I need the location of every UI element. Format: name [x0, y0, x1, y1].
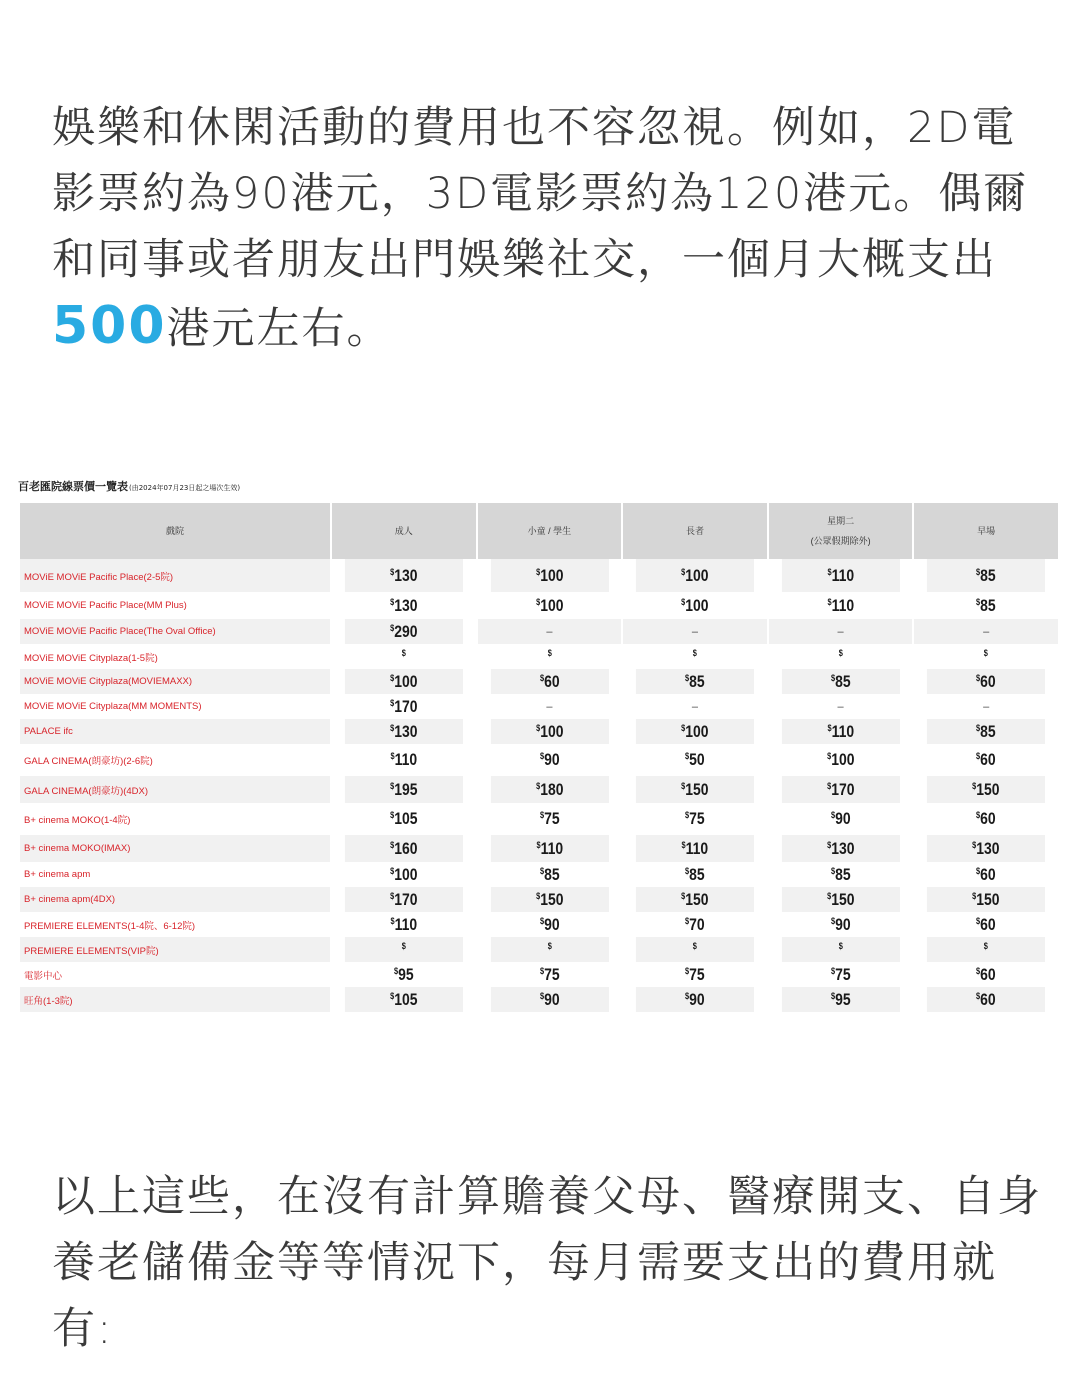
price-value: 100	[685, 595, 709, 615]
price-value: 130	[394, 595, 418, 615]
price-value: 170	[394, 889, 418, 909]
price-adult	[345, 835, 463, 862]
currency-symbol: $	[547, 940, 552, 951]
header-child-student: 小童 / 學生	[478, 503, 622, 559]
currency-symbol: $	[685, 990, 690, 1001]
currency-symbol: $	[535, 780, 540, 791]
currency-symbol: $	[976, 672, 981, 683]
price-value: 85	[689, 864, 705, 884]
currency-symbol: $	[685, 751, 690, 761]
currency-symbol: $	[830, 965, 835, 976]
cinema-name: PREMIERE ELEMENTS(VIP院)	[20, 937, 330, 962]
price-child: –	[478, 619, 622, 644]
price-tuesday	[782, 862, 900, 887]
price-value: 195	[394, 779, 418, 799]
table-row	[20, 987, 1058, 1012]
price-value: 70	[689, 914, 705, 934]
header-senior: 長者	[623, 503, 767, 559]
table-title	[18, 478, 240, 494]
price-value: 290	[394, 621, 418, 641]
price-adult	[345, 912, 463, 937]
price-value: 75	[689, 809, 705, 828]
currency-symbol: $	[685, 965, 690, 976]
price-morning	[927, 835, 1045, 862]
price-value: 150	[830, 889, 855, 909]
price-senior	[636, 719, 754, 744]
price-child	[491, 937, 609, 962]
price-value: 75	[543, 809, 560, 828]
cinema-name: 旺角(1-3院)	[20, 987, 330, 1012]
currency-symbol: $	[547, 647, 552, 658]
currency-symbol: $	[685, 915, 690, 926]
currency-symbol: $	[830, 810, 835, 820]
header-morning: 早場	[914, 503, 1058, 559]
price-value: 100	[539, 721, 564, 741]
price-value: 95	[834, 989, 851, 1009]
currency-symbol: $	[535, 596, 540, 607]
price-child: –	[546, 700, 553, 713]
price-child	[491, 744, 609, 776]
price-child	[491, 962, 609, 987]
table-row	[20, 776, 1058, 803]
price-tuesday	[782, 744, 900, 776]
table-row	[20, 937, 1058, 962]
currency-symbol: $	[976, 722, 981, 733]
currency-symbol: $	[826, 890, 831, 901]
price-tuesday	[782, 937, 900, 962]
price-child	[491, 644, 609, 669]
currency-symbol: $	[536, 839, 541, 850]
currency-symbol: $	[390, 566, 395, 577]
price-adult	[345, 937, 463, 962]
table-row	[20, 912, 1058, 937]
table-row	[20, 559, 1058, 592]
price-value: 60	[980, 914, 997, 934]
table-row	[20, 835, 1058, 862]
price-child	[491, 592, 609, 619]
cinema-name: B+ cinema MOKO(IMAX)	[20, 835, 330, 862]
currency-symbol: $	[826, 839, 831, 850]
price-adult	[345, 987, 463, 1012]
price-value: 105	[394, 809, 418, 828]
price-value: 85	[834, 864, 851, 884]
price-value: 110	[394, 750, 418, 769]
price-value: 110	[831, 565, 854, 585]
table-title-note: (由2024年07月23日起之場次生效)	[129, 484, 241, 492]
price-tuesday	[782, 803, 900, 835]
price-value: 85	[689, 671, 705, 691]
currency-symbol: $	[827, 596, 832, 607]
cinema-name: B+ cinema apm	[24, 869, 91, 880]
price-value: 100	[539, 565, 564, 585]
price-morning	[927, 862, 1045, 887]
table-body	[20, 559, 1058, 1012]
price-value: 90	[834, 914, 851, 934]
price-adult	[345, 694, 463, 719]
price-morning	[927, 987, 1045, 1012]
price-senior	[636, 669, 754, 694]
price-morning	[927, 644, 1045, 669]
price-child	[491, 987, 609, 1012]
cinema-name: MOViE MOViE Pacific Place(The Oval Office)	[20, 619, 330, 644]
cinema-name: GALA CINEMA(朗豪坊)(4DX)	[20, 776, 330, 803]
price-morning	[927, 776, 1045, 803]
price-value: 150	[685, 889, 709, 909]
currency-symbol: $	[390, 722, 395, 733]
cinema-name: GALA CINEMA(朗豪坊)(2-6院)	[24, 756, 153, 767]
intro-highlight-amount: 500	[52, 296, 167, 356]
currency-symbol: $	[390, 839, 395, 850]
table-row	[20, 862, 1058, 887]
cinema-name: MOViE MOViE Cityplaza(MM MOMENTS)	[24, 701, 202, 712]
currency-symbol: $	[390, 672, 395, 683]
price-value: 60	[980, 864, 997, 884]
price-value: 110	[540, 838, 563, 858]
price-child	[491, 776, 609, 803]
currency-symbol: $	[838, 647, 843, 658]
price-adult	[345, 719, 463, 744]
outro-paragraph: 以上這些，在沒有計算贍養父母、醫療開支、自身養老儲備金等等情況下，每月需要支出的費用就有:	[52, 1172, 1042, 1354]
currency-symbol: $	[984, 647, 989, 658]
price-value: 60	[980, 750, 997, 769]
price-tuesday	[782, 835, 900, 862]
price-value: 100	[830, 750, 855, 769]
intro-text-end: 港元左右。	[166, 304, 392, 354]
table-row	[20, 592, 1058, 619]
price-senior	[636, 887, 754, 912]
currency-symbol: $	[390, 697, 395, 708]
price-value: 90	[543, 750, 560, 769]
price-child	[491, 862, 609, 887]
currency-symbol: $	[972, 839, 977, 850]
table-row	[20, 619, 1058, 644]
price-adult	[345, 887, 463, 912]
currency-symbol: $	[976, 865, 981, 876]
currency-symbol: $	[681, 596, 686, 607]
price-morning	[927, 912, 1045, 937]
price-child	[491, 719, 609, 744]
price-tuesday	[782, 987, 900, 1012]
price-value: 130	[976, 838, 1000, 858]
price-morning	[927, 719, 1045, 744]
price-value: 170	[394, 696, 418, 716]
price-morning	[927, 744, 1045, 776]
currency-symbol: $	[685, 672, 690, 683]
price-tuesday	[782, 559, 900, 592]
currency-symbol: $	[539, 751, 544, 761]
price-value: 130	[830, 838, 855, 858]
table-row	[20, 694, 1058, 719]
currency-symbol: $	[401, 647, 406, 658]
currency-symbol: $	[976, 915, 981, 926]
price-adult	[345, 962, 463, 987]
price-child	[491, 912, 609, 937]
table-row	[20, 962, 1058, 987]
header-adult: 成人	[332, 503, 476, 559]
price-senior	[636, 559, 754, 592]
currency-symbol: $	[539, 965, 544, 976]
currency-symbol: $	[390, 915, 395, 926]
price-adult	[345, 619, 463, 644]
price-adult	[345, 559, 463, 592]
currency-symbol: $	[539, 915, 544, 926]
currency-symbol: $	[390, 810, 395, 820]
table-row	[20, 744, 1058, 776]
currency-symbol: $	[976, 751, 981, 761]
cinema-name: 電影中心	[24, 970, 63, 982]
price-value: 75	[543, 964, 560, 984]
currency-symbol: $	[827, 566, 832, 577]
price-value: 100	[685, 565, 709, 585]
intro-paragraph	[52, 95, 1042, 362]
currency-symbol: $	[539, 810, 544, 820]
currency-symbol: $	[976, 990, 981, 1001]
currency-symbol: $	[692, 940, 698, 951]
price-value: 85	[543, 864, 560, 884]
price-tuesday	[782, 887, 900, 912]
currency-symbol: $	[393, 965, 399, 976]
price-value: 110	[831, 595, 854, 615]
price-tuesday: –	[837, 700, 844, 713]
price-value: 75	[689, 964, 705, 984]
currency-symbol: $	[692, 647, 698, 658]
price-value: 60	[980, 809, 997, 828]
price-value: 60	[980, 964, 997, 984]
currency-symbol: $	[838, 940, 843, 951]
currency-symbol: $	[390, 596, 395, 607]
cinema-name: PALACE ifc	[20, 719, 330, 744]
price-value: 160	[394, 838, 418, 858]
currency-symbol: $	[830, 672, 835, 683]
ticket-price-table	[18, 503, 1060, 1012]
price-value: 130	[394, 721, 418, 741]
price-tuesday	[782, 592, 900, 619]
currency-symbol: $	[830, 865, 835, 876]
price-tuesday	[782, 912, 900, 937]
price-adult	[345, 776, 463, 803]
currency-symbol: $	[681, 839, 686, 850]
price-value: 50	[689, 750, 705, 769]
price-value: 170	[830, 779, 855, 799]
currency-symbol: $	[401, 940, 406, 951]
price-senior	[636, 744, 754, 776]
currency-symbol: $	[976, 596, 981, 607]
price-value: 75	[834, 964, 851, 984]
currency-symbol: $	[976, 566, 981, 577]
currency-symbol: $	[535, 566, 540, 577]
table-row	[20, 669, 1058, 694]
currency-symbol: $	[390, 780, 395, 791]
price-adult	[345, 862, 463, 887]
price-value: 110	[831, 721, 854, 741]
price-adult	[345, 669, 463, 694]
price-morning: –	[914, 619, 1058, 644]
price-value: 90	[543, 989, 560, 1009]
price-value: 150	[976, 889, 1000, 909]
price-value: 85	[980, 721, 997, 741]
currency-symbol: $	[535, 890, 540, 901]
price-value: 110	[394, 914, 418, 934]
cinema-name: MOViE MOViE Cityplaza(1-5院)	[24, 652, 158, 664]
price-value: 100	[394, 864, 418, 884]
header-tuesday-line2: (公眾假期除外)	[810, 536, 871, 546]
price-morning	[927, 962, 1045, 987]
currency-symbol: $	[539, 672, 544, 683]
currency-symbol: $	[681, 722, 686, 733]
price-tuesday	[782, 776, 900, 803]
price-child	[491, 559, 609, 592]
currency-symbol: $	[535, 722, 540, 733]
currency-symbol: $	[539, 865, 544, 876]
price-tuesday	[782, 644, 900, 669]
currency-symbol: $	[685, 865, 690, 876]
price-value: 180	[539, 779, 564, 799]
cinema-name: B+ cinema apm(4DX)	[20, 887, 330, 912]
price-child	[491, 887, 609, 912]
currency-symbol: $	[390, 865, 395, 876]
currency-symbol: $	[681, 890, 686, 901]
price-tuesday	[782, 669, 900, 694]
price-value: 60	[980, 671, 997, 691]
table-row	[20, 644, 1058, 669]
price-value: 90	[689, 989, 705, 1009]
price-morning	[927, 937, 1045, 962]
price-value: 150	[976, 779, 1000, 799]
price-adult	[345, 803, 463, 835]
price-child	[491, 669, 609, 694]
cinema-name: B+ cinema MOKO(1-4院)	[24, 815, 131, 826]
price-tuesday	[782, 719, 900, 744]
price-senior	[636, 776, 754, 803]
cinema-name: MOViE MOViE Cityplaza(MOVIEMAXX)	[20, 669, 330, 694]
price-senior	[636, 987, 754, 1012]
price-senior	[636, 937, 754, 962]
price-value: 85	[980, 595, 997, 615]
currency-symbol: $	[984, 940, 989, 951]
price-value: 150	[539, 889, 564, 909]
price-child	[491, 835, 609, 862]
price-value: 85	[980, 565, 997, 585]
table-header-row	[20, 503, 1058, 559]
price-senior	[636, 803, 754, 835]
currency-symbol: $	[976, 810, 981, 820]
price-value: 60	[980, 989, 997, 1009]
header-tuesday	[769, 503, 913, 559]
price-senior	[636, 644, 754, 669]
header-tuesday-line1: 星期二	[827, 516, 855, 526]
price-value: 110	[685, 838, 709, 858]
price-senior	[636, 835, 754, 862]
currency-symbol: $	[972, 780, 977, 791]
cinema-name: MOViE MOViE Pacific Place(2-5院)	[20, 559, 330, 592]
cinema-name: PREMIERE ELEMENTS(1-4院、6-12院)	[24, 920, 196, 932]
currency-symbol: $	[681, 780, 686, 791]
price-morning: –	[983, 700, 990, 713]
currency-symbol: $	[826, 780, 831, 791]
intro-text: 娛樂和休閑活動的費用也不容忽視。例如，2D電影票約為90港元，3D電影票約為120港元。偶爾和同事或者朋友出門娛樂社交，一個月大概支出	[52, 103, 1029, 285]
price-value: 90	[543, 914, 560, 934]
currency-symbol: $	[976, 965, 981, 976]
table-title-text: 百老匯院線票價一覽表	[18, 480, 128, 493]
currency-symbol: $	[390, 990, 395, 1001]
price-senior	[636, 962, 754, 987]
price-child	[491, 803, 609, 835]
price-senior	[636, 862, 754, 887]
price-value: 100	[685, 721, 709, 741]
currency-symbol: $	[827, 722, 832, 733]
price-adult	[345, 592, 463, 619]
price-value: 150	[685, 779, 709, 799]
price-tuesday: –	[769, 619, 913, 644]
price-value: 100	[539, 595, 564, 615]
price-tuesday	[782, 962, 900, 987]
price-value: 60	[543, 671, 560, 691]
price-senior	[636, 592, 754, 619]
price-morning	[927, 803, 1045, 835]
currency-symbol: $	[390, 890, 395, 901]
currency-symbol: $	[972, 890, 977, 901]
currency-symbol: $	[539, 990, 544, 1001]
currency-symbol: $	[390, 751, 395, 761]
price-senior	[636, 912, 754, 937]
price-value: 100	[394, 671, 418, 691]
price-value: 90	[834, 809, 851, 828]
price-morning	[927, 887, 1045, 912]
table-row	[20, 887, 1058, 912]
price-value: 105	[394, 989, 418, 1009]
table-row	[20, 803, 1058, 835]
price-adult	[345, 744, 463, 776]
currency-symbol: $	[830, 990, 835, 1001]
currency-symbol: $	[681, 566, 686, 577]
price-morning	[927, 592, 1045, 619]
price-value: 85	[834, 671, 851, 691]
table-row	[20, 719, 1058, 744]
currency-symbol: $	[685, 810, 690, 820]
price-value: 95	[398, 964, 414, 984]
price-senior: –	[623, 619, 767, 644]
header-cinema: 戲院	[20, 503, 330, 559]
price-morning	[927, 669, 1045, 694]
price-senior: –	[691, 700, 699, 713]
currency-symbol: $	[830, 915, 835, 926]
price-adult	[345, 644, 463, 669]
cinema-name: MOViE MOViE Pacific Place(MM Plus)	[24, 600, 187, 611]
currency-symbol: $	[390, 622, 395, 633]
price-value: 130	[394, 565, 418, 585]
price-morning	[927, 559, 1045, 592]
currency-symbol: $	[826, 751, 831, 761]
